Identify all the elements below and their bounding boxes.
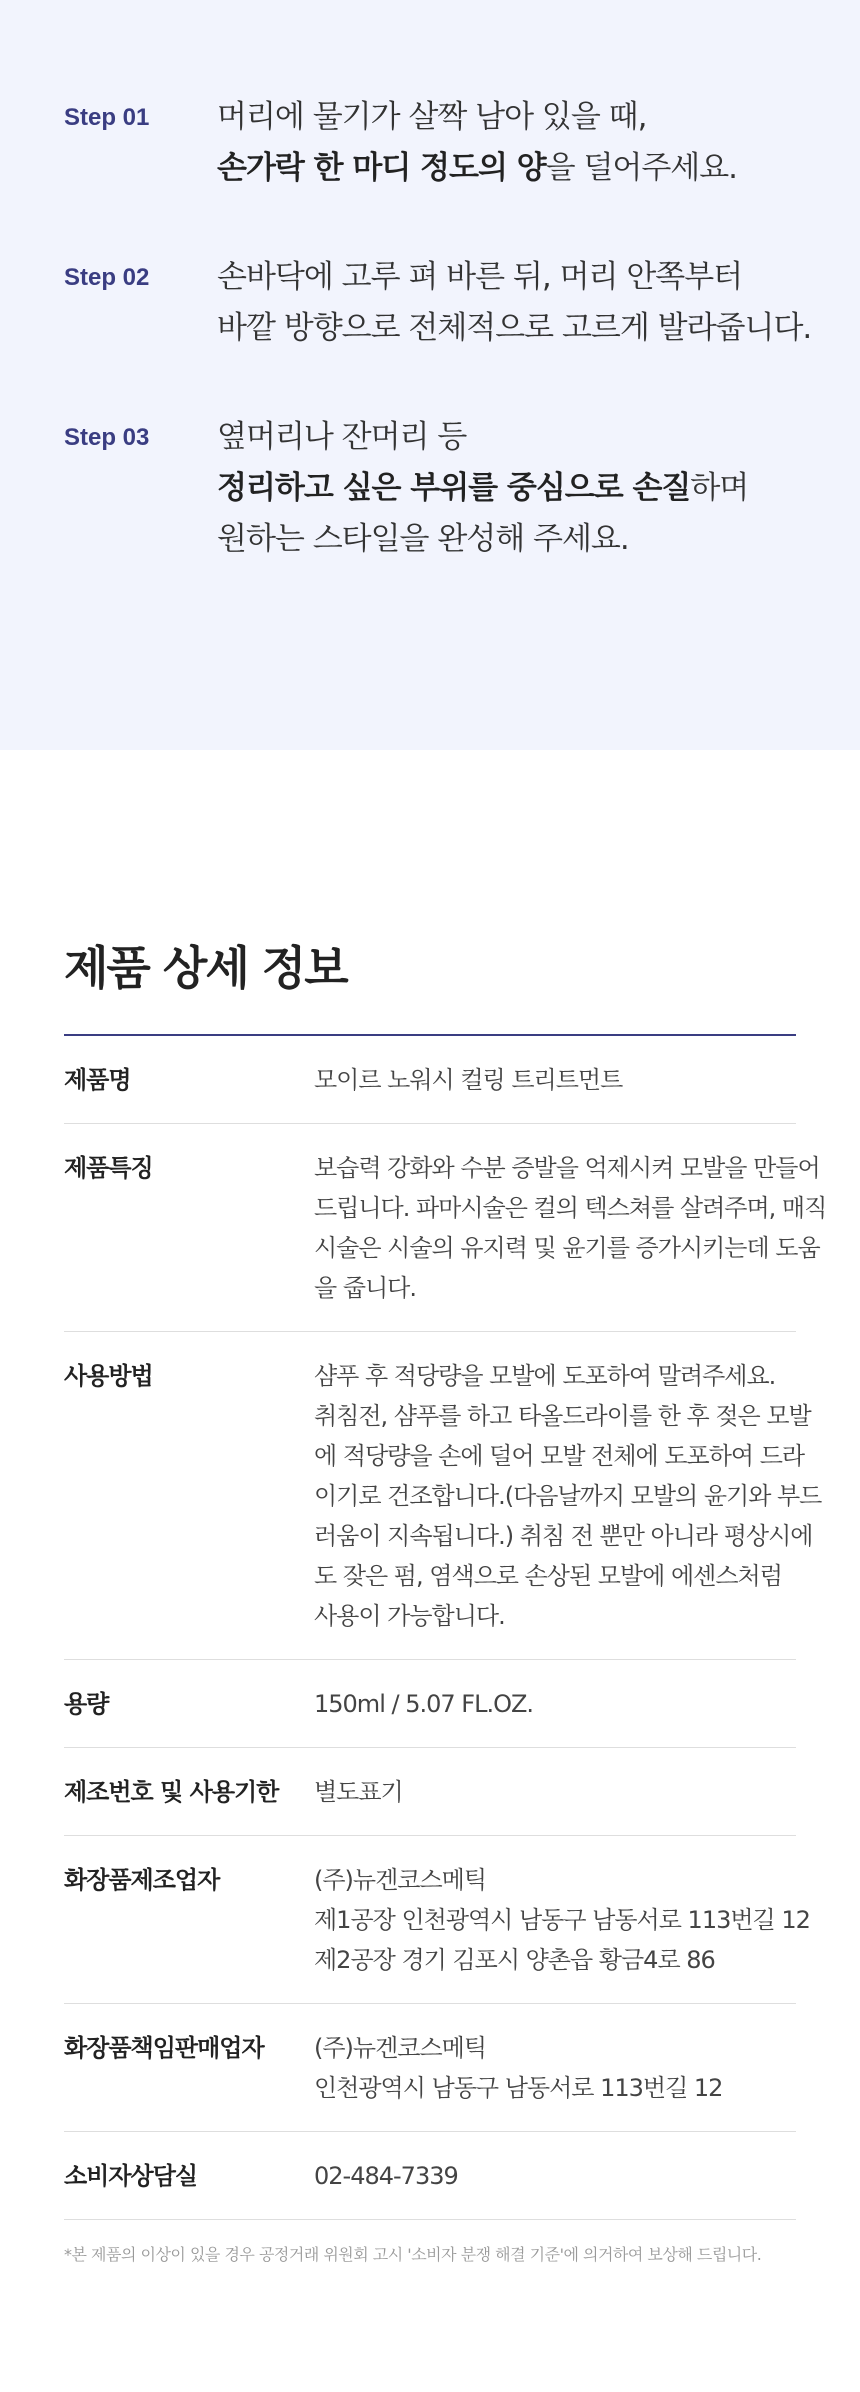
step-text-segment: 옆머리나 잔머리 등 — [217, 419, 467, 455]
step-label: Step 01 — [64, 104, 150, 131]
details-row-value-line: 모이르 노워시 컬링 트리트먼트 — [314, 1066, 623, 1094]
details-row-value-line: 도 잦은 펌, 염색으로 손상된 모발에 에센스처럼 — [314, 1562, 782, 1590]
details-row-label: 용량 — [64, 1690, 109, 1718]
details-row-label: 제품명 — [64, 1066, 131, 1094]
details-row-label: 소비자상담실 — [64, 2162, 198, 2190]
details-row-value — [314, 1148, 826, 1308]
step-text-line — [217, 252, 811, 303]
step-text-line — [217, 463, 748, 514]
details-row-value-line: 제1공장 인천광역시 남동구 남동서로 113번길 12 — [314, 1906, 810, 1934]
details-row-value — [314, 1684, 796, 1724]
details-row-label: 화장품책임판매업자 — [64, 2034, 264, 2062]
step-text-segment: 바깥 방향으로 전체적으로 고르게 발라줍니다. — [217, 310, 812, 346]
details-table — [64, 1034, 827, 2220]
step-3 — [0, 412, 860, 565]
details-row-value-line: 을 줍니다. — [314, 1274, 416, 1302]
details-row-value-line: 에 적당량을 손에 덜어 모발 전체에 도포하여 드라 — [314, 1442, 805, 1470]
step-text-emphasis: 손가락 한 마디 정도의 양 — [217, 150, 546, 186]
details-row-value-line: 02-484-7339 — [314, 2162, 458, 2190]
details-row-value — [314, 2156, 796, 2196]
details-row-value-line: 드립니다. 파마시술은 컬의 텍스쳐를 살려주며, 매직 — [314, 1194, 827, 1222]
step-text — [217, 92, 737, 194]
details-row-value-line: 이기로 건조합니다.(다음날까지 모발의 윤기와 부드 — [314, 1482, 822, 1510]
details-row-value-line: (주)뉴겐코스메틱 — [314, 1866, 487, 1894]
step-label: Step 03 — [64, 424, 150, 451]
product-details-section — [0, 750, 860, 2265]
footnote: *본 제품의 이상이 있을 경우 공정거래 위원회 고시 '소비자 분쟁 해결 기준'에 의거하여 보상해 드립니다. — [64, 2245, 762, 2264]
details-row-value-line: 별도표기 — [314, 1778, 403, 1806]
details-row-value-line: 인천광역시 남동구 남동서로 113번길 12 — [314, 2074, 723, 2102]
step-text-segment: 손바닥에 고루 펴 바른 뒤, 머리 안쪽부터 — [217, 259, 743, 295]
details-row — [64, 1660, 796, 1748]
details-row-label: 제조번호 및 사용기한 — [64, 1778, 279, 1806]
details-row — [64, 1124, 827, 1332]
step-2 — [0, 252, 860, 354]
step-text — [217, 412, 748, 565]
step-text-line — [217, 412, 748, 463]
details-row-value-line: (주)뉴겐코스메틱 — [314, 2034, 487, 2062]
step-text-line — [217, 514, 748, 565]
details-row-value-line: 150ml / 5.07 FL.OZ. — [314, 1690, 534, 1718]
details-row-value — [314, 1060, 796, 1100]
details-row — [64, 1332, 822, 1660]
step-text-line — [217, 92, 737, 143]
details-row-value-line: 러움이 지속됩니다.) 취침 전 뿐만 아니라 평상시에 — [314, 1522, 813, 1550]
details-row-value-line: 사용이 가능합니다. — [314, 1602, 505, 1630]
step-text-segment: 을 덜어주세요. — [545, 150, 738, 186]
step-text-segment: 머리에 물기가 살짝 남아 있을 때, — [217, 99, 647, 135]
details-title: 제품 상세 정보 — [64, 941, 347, 995]
details-row — [64, 1036, 796, 1124]
step-1 — [0, 92, 860, 194]
details-row — [64, 1748, 796, 1836]
step-text-line — [217, 303, 811, 354]
details-row-value — [314, 1860, 810, 1980]
details-row-value-line: 시술은 시술의 유지력 및 윤기를 증가시키는데 도움 — [314, 1234, 820, 1262]
step-text-line — [217, 143, 737, 194]
step-text-emphasis: 정리하고 싶은 부위를 중심으로 손질 — [217, 470, 691, 506]
usage-steps-section — [0, 0, 860, 750]
details-row — [64, 2132, 796, 2220]
step-text-segment: 원하는 스타일을 완성해 주세요. — [217, 521, 629, 557]
details-row — [64, 1836, 810, 2004]
step-label: Step 02 — [64, 264, 150, 291]
details-row-value — [314, 2028, 796, 2108]
details-row-value — [314, 1356, 821, 1636]
details-row-value — [314, 1772, 796, 1812]
details-row-label: 화장품제조업자 — [64, 1866, 220, 1894]
details-row — [64, 2004, 796, 2132]
details-row-label: 제품특징 — [64, 1154, 153, 1182]
details-row-label: 사용방법 — [64, 1362, 153, 1390]
details-row-value-line: 샴푸 후 적당량을 모발에 도포하여 말려주세요. — [314, 1362, 776, 1390]
details-row-value-line: 취침전, 샴푸를 하고 타올드라이를 한 후 젖은 모발 — [314, 1402, 811, 1430]
step-text-segment: 하며 — [690, 470, 749, 506]
details-row-value-line: 제2공장 경기 김포시 양촌읍 황금4로 86 — [314, 1946, 715, 1974]
step-text — [217, 252, 811, 354]
details-row-value-line: 보습력 강화와 수분 증발을 억제시켜 모발을 만들어 — [314, 1154, 820, 1182]
